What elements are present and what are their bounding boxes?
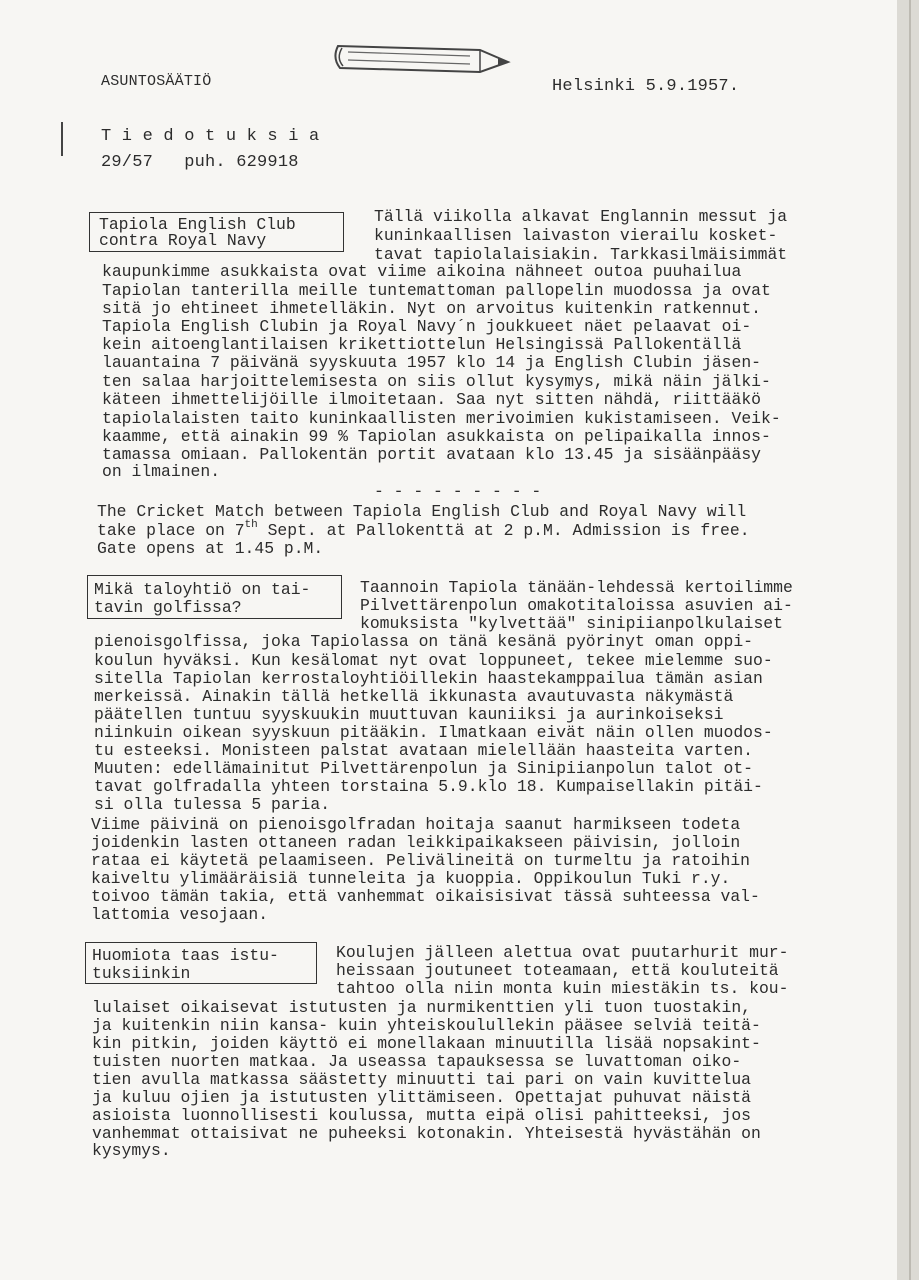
- section-heading-line: tavin golfissa?: [94, 598, 242, 617]
- number-phone: 29/57 puh. 629918: [101, 153, 299, 172]
- body-line: Muuten: edellämainitut Pilvettärenpolun ja Sinipiianpolun talot ot-: [94, 759, 754, 778]
- body-line: merkeissä. Ainakin tällä hetkellä ikkunasta avautuvasta näkymästä: [94, 687, 734, 706]
- place-date: Helsinki 5.9.1957.: [552, 77, 740, 96]
- pencil-doodle-icon: [330, 38, 515, 78]
- side-line: Taannoin Tapiola tänään-lehdessä kertoilimme: [360, 578, 793, 597]
- section-heading-line: Tapiola English Club: [99, 215, 296, 234]
- english-line: Gate opens at 1.45 p.M.: [97, 539, 324, 558]
- body-line: sitella Tapiolan kerrostaloyhtiöillekin haastekamppailua tämän asian: [94, 669, 763, 688]
- body-line: kin pitkin, joiden käyttö ei monellakaan minuutilla lisää nopsakint-: [92, 1034, 761, 1053]
- body-line: joidenkin lasten ottaneen radan leikkipaikakseen päivisin, jolloin: [91, 833, 741, 852]
- margin-mark: [61, 122, 63, 156]
- section-heading-line: Mikä taloyhtiö on tai-: [94, 580, 311, 599]
- body-line: vanhemmat ottaisivat ne puheeksi kotonakin. Yhteisestä hyvästähän on: [92, 1124, 761, 1143]
- body-line: tuisten nuorten matkaa. Ja useassa tapauksessa se luvattoman oiko-: [92, 1052, 742, 1071]
- section-heading-line: tuksiinkin: [92, 964, 191, 983]
- english-line: take place on 7th Sept. at Pallokenttä at 2 p.M. Admission is free.: [97, 519, 750, 540]
- body-line: kaamme, että ainakin 99 % Tapiolan asukkaista on pelipaikalla innos-: [102, 427, 771, 446]
- body-line: ja kuluu ojien ja istutusten ylittämiseen. Opettajat puhuvat näistä: [92, 1088, 752, 1107]
- bulletin-title: T i e d o t u k s i a: [101, 127, 320, 146]
- body-line: Tapiola English Clubin ja Royal Navy´n joukkueet näet pelaavat oi-: [102, 317, 752, 336]
- section-heading-box: [89, 212, 344, 252]
- body-line: Tapiolan tanterilla meille tuntemattoman pallopelin muodossa ja ovat: [102, 281, 771, 300]
- side-line: kuninkaallisen laivaston vierailu kosket-: [374, 226, 778, 245]
- side-line: Pilvettärenpolun omakotitaloissa asuvien ai-: [360, 596, 793, 615]
- body-line: kaiveltu ylimääräisiä tunneleita ja kuoppia. Oppikoulun Tuki r.y.: [91, 869, 731, 888]
- body-line: on ilmainen.: [102, 462, 221, 481]
- body-line: tapiolalaisten taito kuninkaallisten merivoimien kukistamiseen. Veik-: [102, 409, 781, 428]
- body-line: sitä jo ehtineet ihmetelläkin. Nyt on arvoitus kuitenkin ratkennut.: [102, 299, 762, 318]
- body-line: tamassa omiaan. Pallokentän portit avataan klo 13.45 ja sisäänpääsy: [102, 445, 762, 464]
- side-line: komuksista "kylvettää" sinipiianpolkulaiset: [360, 614, 783, 633]
- org-name: ASUNTOSÄÄTIÖ: [101, 73, 212, 90]
- body-line: lauantaina 7 päivänä syyskuuta 1957 klo 14 ja English Clubin jäsen-: [102, 353, 762, 372]
- page-edge-shadow: [909, 0, 911, 1280]
- body-line: rataa ei käytetä pelaamiseen. Pelivälineitä on turmeltu ja ratoihin: [91, 851, 751, 870]
- page-edge: [897, 0, 919, 1280]
- body-line: pienoisgolfissa, joka Tapiolassa on tänä kesänä pyörinyt oman oppi-: [94, 632, 754, 651]
- section-heading-line: contra Royal Navy: [99, 231, 267, 250]
- body-line: tavat golfradalla yhteen torstaina 5.9.klo 18. Kumpaisellakin pitäi-: [94, 777, 763, 796]
- body-line: niinkuin oikean syyskuun pitääkin. Ilmatkaan eivät näin ollen muodos-: [94, 723, 773, 742]
- body-line: si olla tulessa 5 paria.: [94, 795, 331, 814]
- side-line: tavat tapiolalaisiakin. Tarkkasilmäisimmät: [374, 245, 788, 264]
- side-line: Tällä viikolla alkavat Englannin messut ja: [374, 207, 788, 226]
- body-line: lulaiset oikaisevat istutusten ja nurmikenttien yli tuon tuostakin,: [92, 998, 752, 1017]
- body-line: asioista luonnollisesti koulussa, mutta eipä olisi pahitteeksi, jos: [92, 1106, 752, 1125]
- side-line: tahtoo olla niin monta kuin miestäkin ts. kou-: [336, 979, 789, 998]
- body-line: ten salaa harjoittelemisesta on siis ollut kysymys, mikä näin jälki-: [102, 372, 771, 391]
- divider: - - - - - - - - -: [374, 482, 542, 501]
- body-line: ja kuitenkin niin kansa- kuin yhteiskoulullekin pääsee selviä teitä-: [92, 1016, 761, 1035]
- body-line: Viime päivinä on pienoisgolfradan hoitaja saanut harmikseen todeta: [91, 815, 741, 834]
- body-line: tien avulla matkassa säästetty minuutti tai pari on vain kuvittelua: [92, 1070, 752, 1089]
- body-line: lattomia vesojaan.: [91, 905, 269, 924]
- side-line: heissaan joutuneet toteamaan, että kouluteitä: [336, 961, 779, 980]
- side-line: Koulujen jälleen alettua ovat puutarhurit mur-: [336, 943, 789, 962]
- english-line: The Cricket Match between Tapiola English Club and Royal Navy will: [97, 502, 747, 521]
- body-line: kysymys.: [92, 1141, 171, 1160]
- body-line: tu esteeksi. Monisteen palstat avataan mielellään haasteita varten.: [94, 741, 754, 760]
- section-heading-box: [85, 942, 317, 984]
- body-line: toivoo tämän takia, että vanhemmat oikaisisivat tässä suhteessa val-: [91, 887, 760, 906]
- body-line: kein aitoenglantilaisen krikettiottelun Helsingissä Pallokentällä: [102, 335, 742, 354]
- section-heading-line: Huomiota taas istu-: [92, 946, 279, 965]
- section-heading-box: [87, 575, 342, 619]
- body-line: koulun hyväksi. Kun kesälomat nyt ovat loppuneet, tekee mielemme suo-: [94, 651, 773, 670]
- body-line: päätellen tuntuu syyskuukin muuttuvan kauniiksi ja aurinkoiseksi: [94, 705, 724, 724]
- body-line: käteen ihmettelijöille ilmoitetaan. Saa nyt sitten nähdä, riittääkö: [102, 390, 762, 409]
- body-line: kaupunkimme asukkaista ovat viime aikoina nähneet outoa puuhailua: [102, 262, 742, 281]
